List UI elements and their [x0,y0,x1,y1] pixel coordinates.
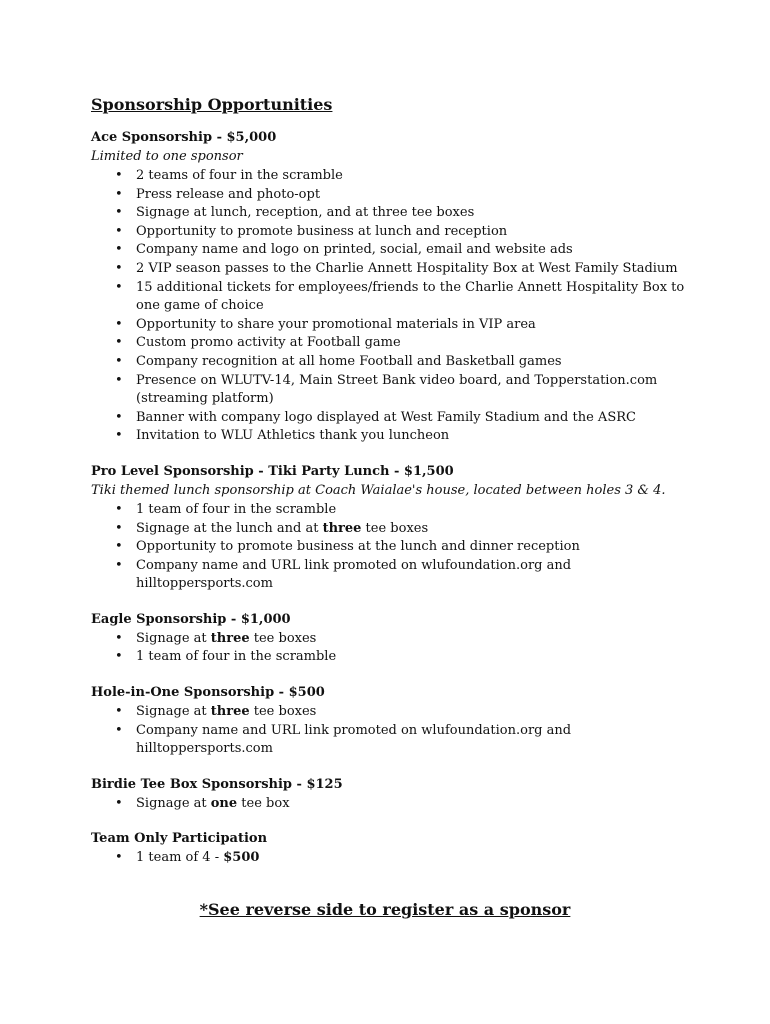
birdie-heading: Birdie Tee Box Sponsorship - $125 [91,776,343,792]
ace-note: Limited to one sponsor [91,149,243,164]
list-item: • 1 team of four in the scramble [91,648,691,667]
list-item [91,849,691,868]
eagle-section [91,610,691,667]
list-item: • Banner with company logo displayed at West Family Stadium and the ASRC [91,409,691,428]
list-item-emphasis: one [210,795,238,811]
hole-in-one-section [91,683,691,759]
list-item-text: tee boxes [249,704,317,720]
list-item: • Opportunity to promote business at lunch and reception [91,223,691,242]
list-item-text: Signage at [136,795,211,811]
list-item: • Company name and URL link promoted on wlufoundation.org and hilltoppersports.com [91,557,691,594]
list-item: • Signage at lunch, reception, and at three tee boxes [91,204,691,223]
pro-section [91,462,691,594]
list-item: • Presence on WLUTV-14, Main Street Bank video board, and Topperstation.com (streaming platform) [91,372,691,409]
team-heading: Team Only Participation [91,831,268,847]
list-item: • Press release and photo-opt [91,186,691,205]
list-item: • Company name and logo on printed, social, email and website ads [91,241,691,260]
team-section [91,829,691,868]
hole-in-one-benefits-list [91,703,691,759]
hole-in-one-heading: Hole-in-One Sponsorship - $500 [91,685,325,701]
eagle-heading: Eagle Sponsorship - $1,000 [91,611,291,627]
list-item-emphasis: three [210,630,250,646]
list-item-text: Signage at [136,630,211,646]
list-item: • 2 teams of four in the scramble [91,167,691,186]
register-note: *See reverse side to register as a sponsor [199,900,571,919]
list-item [91,703,691,722]
list-item-emphasis: $500 [223,850,260,866]
list-item-text: tee box [237,795,290,811]
birdie-section [91,775,691,814]
list-item: • 15 additional tickets for employees/friends to the Charlie Annett Hospitality Box to one game of choice [91,279,691,316]
birdie-benefits-list [91,795,691,814]
page-title: Sponsorship Opportunities [91,95,333,114]
list-item: • Opportunity to share your promotional materials in VIP area [91,316,691,335]
list-item: • Opportunity to promote business at the lunch and dinner reception [91,538,691,557]
list-item: • Company recognition at all home Football and Basketball games [91,353,691,372]
list-item-emphasis: three [210,704,250,720]
ace-benefits-list [91,167,691,446]
team-benefits-list [91,849,691,868]
list-item [91,795,691,814]
list-item [91,630,691,649]
pro-heading: Pro Level Sponsorship - Tiki Party Lunch - $1,500 [91,463,454,479]
list-item [91,520,691,539]
ace-heading: Ace Sponsorship - $5,000 [91,130,277,145]
list-item-text: tee boxes [361,520,429,536]
pro-benefits-list [91,501,691,594]
pro-note: Tiki themed lunch sponsorship at Coach Waialae's house, located between holes 3 & 4. [91,482,666,498]
list-item: • 1 team of four in the scramble [91,501,691,520]
list-item: • Company name and URL link promoted on wlufoundation.org and hilltoppersports.com [91,722,691,759]
list-item-text: Signage at the lunch and at [136,520,323,536]
list-item: • Invitation to WLU Athletics thank you luncheon [91,427,691,446]
list-item: • 2 VIP season passes to the Charlie Annett Hospitality Box at West Family Stadium [91,260,691,279]
ace-section [91,128,691,446]
eagle-benefits-list [91,630,691,667]
document-body [91,94,691,884]
list-item-emphasis: three [322,520,362,536]
list-item-text: 1 team of 4 - [136,850,224,866]
list-item-text: tee boxes [249,630,317,646]
list-item: • Custom promo activity at Football game [91,334,691,353]
list-item-text: Signage at [136,704,211,720]
